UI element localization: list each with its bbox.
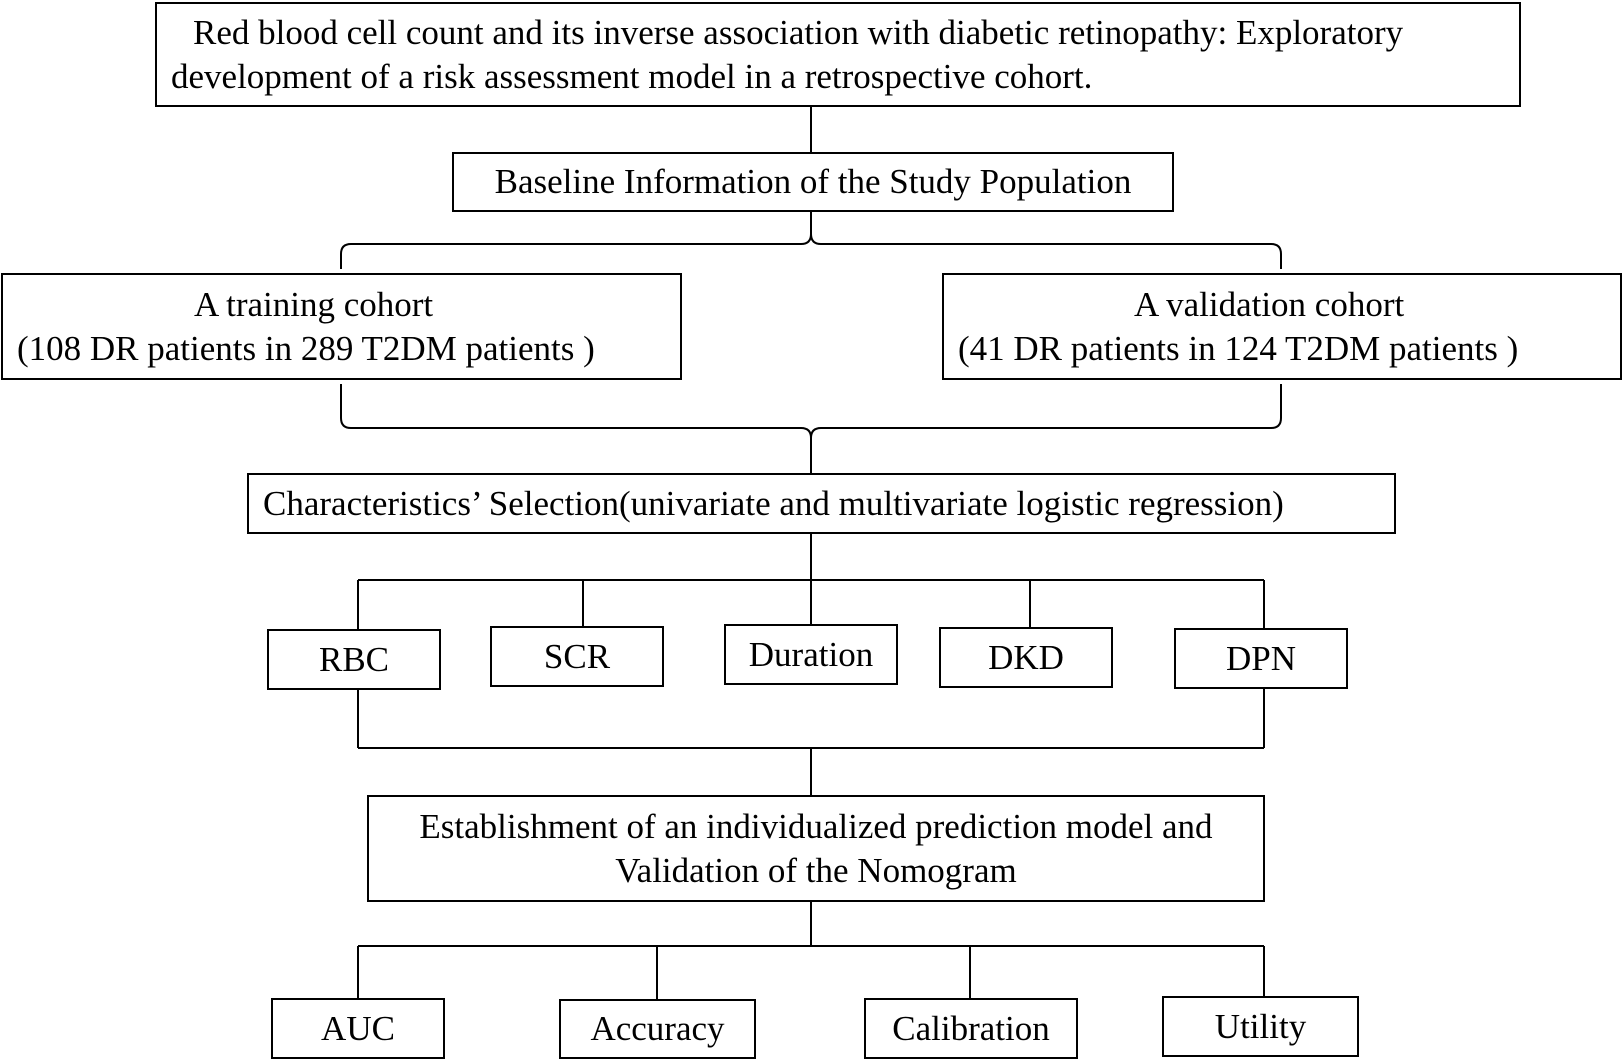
title-line-1: Red blood cell count and its inverse association with diabetic retinopathy: Exploratory xyxy=(193,12,1404,52)
calibration-label: Calibration xyxy=(892,1008,1050,1048)
brace-merge-cohorts xyxy=(341,384,1281,473)
duration-box xyxy=(724,624,898,685)
characteristics-selection-box xyxy=(247,473,1396,534)
scr-box xyxy=(490,626,664,687)
model-box xyxy=(367,795,1265,902)
accuracy-box xyxy=(559,999,756,1059)
duration-label: Duration xyxy=(748,634,874,674)
rbc-label: RBC xyxy=(318,639,390,679)
validation-cohort-box xyxy=(942,273,1622,380)
title-box xyxy=(155,2,1521,107)
accuracy-label: Accuracy xyxy=(590,1009,725,1048)
dkd-box xyxy=(939,627,1113,688)
title-line-2: development of a risk assessment model in a retrospective cohort. xyxy=(171,56,1093,96)
validation-cohort-title: A validation cohort xyxy=(1134,284,1405,324)
auc-box xyxy=(271,998,445,1059)
dpn-label: DPN xyxy=(1225,638,1297,678)
scr-label: SCR xyxy=(543,636,611,676)
model-line-2: Validation of the Nomogram xyxy=(615,850,1017,890)
model-line-1: Establishment of an individualized prediction model and xyxy=(419,806,1213,846)
baseline-box xyxy=(452,152,1174,212)
auc-label: AUC xyxy=(321,1008,395,1048)
dkd-label: DKD xyxy=(988,637,1064,677)
utility-box xyxy=(1162,996,1359,1057)
characteristics-selection-label: Characteristics’ Selection(univariate and multivariate logistic regression) xyxy=(263,483,1284,523)
brace-split-cohorts xyxy=(341,212,1281,269)
validation-cohort-detail: (41 DR patients in 124 T2DM patients ) xyxy=(958,328,1519,368)
utility-label: Utility xyxy=(1214,1006,1307,1046)
baseline-label: Baseline Information of the Study Population xyxy=(494,162,1132,201)
training-cohort-detail: (108 DR patients in 289 T2DM patients ) xyxy=(17,328,595,368)
rbc-box xyxy=(267,629,441,690)
training-cohort-box xyxy=(1,273,682,380)
training-cohort-title: A training cohort xyxy=(194,284,434,324)
calibration-box xyxy=(864,998,1078,1059)
dpn-box xyxy=(1174,628,1348,689)
